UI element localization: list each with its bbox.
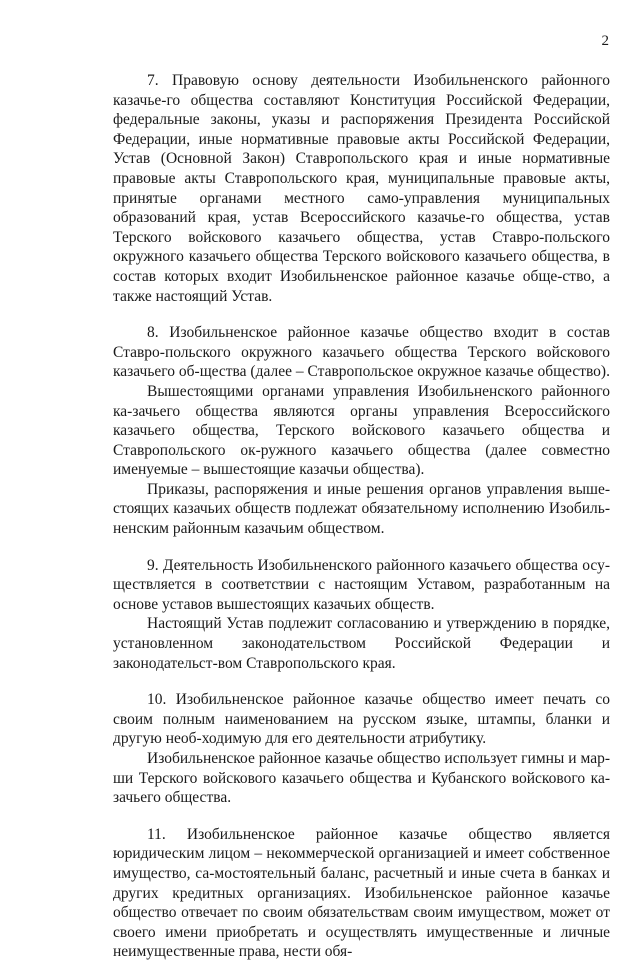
clause-paragraph: 9. Деятельность Изобильненского районного казачьего общества осу-ществляется в соответствии с настоящим Уставом, разработанным на основе уставов вышестоящих казачьих обществ.: [113, 556, 610, 613]
clause-paragraph: Приказы, распоряжения и иные решения органов управления выше-стоящих казачьих обществ подлежат обязательному исполнению Изобиль-ненским районным казачьим обществом.: [113, 480, 610, 538]
document-body: [113, 71, 610, 979]
clause-8: [113, 323, 610, 539]
clause-11: [113, 825, 610, 962]
clause-paragraph: Изобильненское районное казачье общество использует гимны и мар-ши Терского войскового казачьего общества и Кубанского войскового ка-зачьего общества.: [113, 750, 610, 807]
clause-paragraph: 10. Изобильненское районное казачье общество имеет печать со своим полным наименованием на русском языке, штампы, бланки и другую необ-ходимую для его деятельности атрибутику.: [113, 691, 610, 748]
clause-10: [113, 690, 610, 808]
clause-paragraph: 8. Изобильненское районное казачье общество входит в состав Ставро-польского окружного казачьего общества Терского войскового казачьего об-щества (далее – Ставропольское окружное казачье общество).: [113, 324, 610, 381]
clause-9: [113, 556, 610, 674]
clause-7: [113, 71, 610, 306]
clause-paragraph: Вышестоящими органами управления Изобильненского районного ка-зачьего общества являются органы управления Всероссийского казачьего общества, Терского войскового казачьего общества и Ставропольского ок-ружного казачьего общества (далее совместно именуемые – вышестоящие казачьи общества).: [113, 382, 610, 479]
page-number: 2: [601, 33, 609, 49]
clause-paragraph: 11. Изобильненское районное казачье общество является юридическим лицом – некоммерческой организацией и имеет собственное имущество, са-мостоятельный баланс, расчетный и иные счета в банках и других кредитных организациях. Изобильненское районное казачье общество отвечает по своим обязательствам своим имуществом, может от своего имени приобретать и осуществлять имущественные и личные неимущественные права, нести обя-: [113, 825, 610, 961]
clause-paragraph: Настоящий Устав подлежит согласованию и утверждению в порядке, установленном законодательством Российской Федерации и законодательст-вом Ставропольского края.: [113, 615, 610, 672]
clause-paragraph: 7. Правовую основу деятельности Изобильненского районного казачье-го общества составляют Конституция Российской Федерации, федеральные законы, указы и распоряжения Президента Российской Федерации, иные нормативные правовые акты Российской Федерации, Устав (Основной Закон) Ставропольского края и иные нормативные правовые акты Ставропольского края, муниципальные правовые акты, принятые органами местного само-управления муниципальных образований края, устав Всероссийского казачье-го общества, устав Терского войскового казачьего общества, устав Ставро-польского окружного казачьего общества Терского войскового казачьего общества, в состав которых входит Изобильненское районное казачье обще-ство, а также настоящий Устав.: [113, 72, 610, 305]
